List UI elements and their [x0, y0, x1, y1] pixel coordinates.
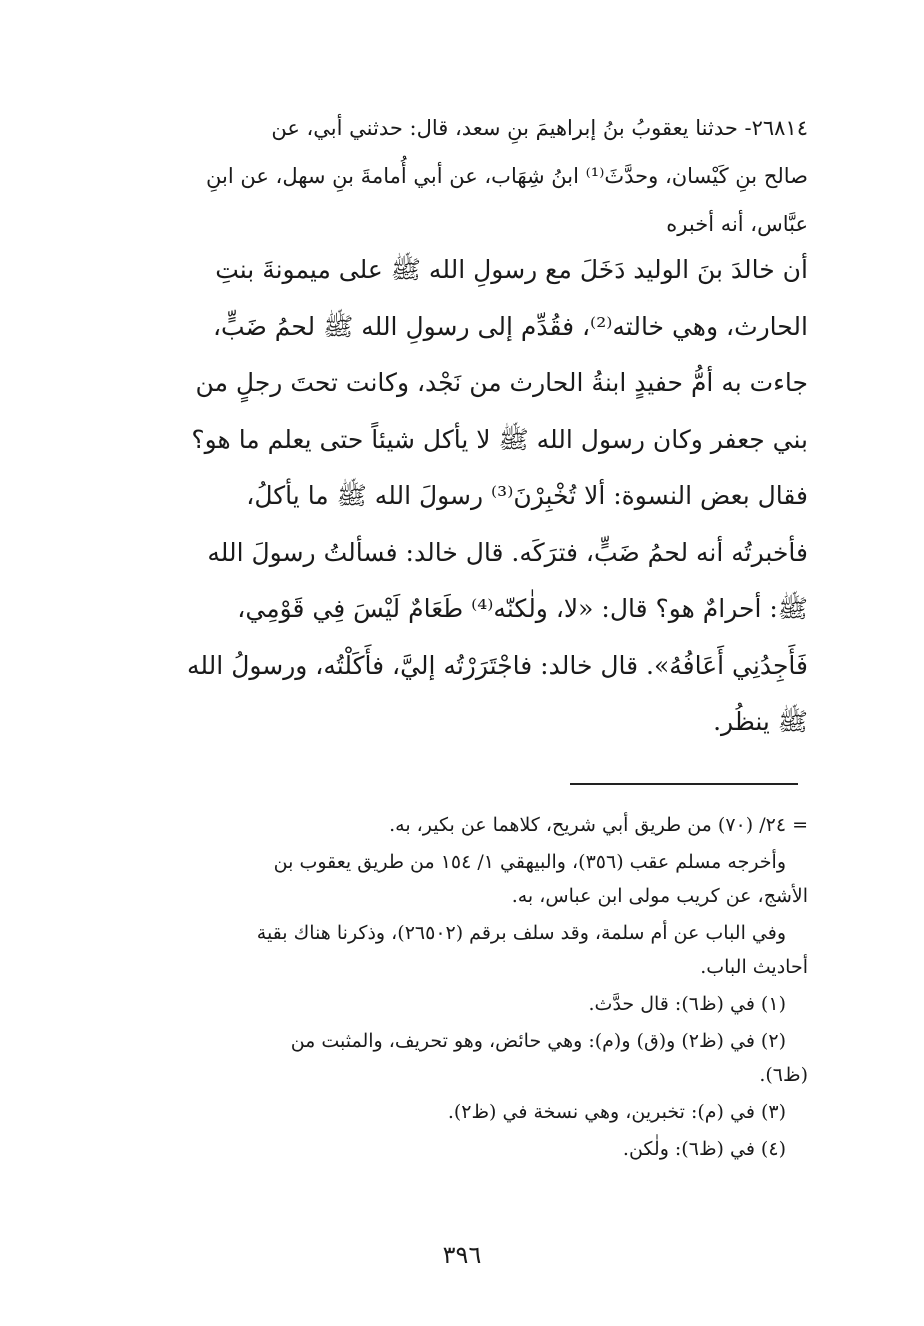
isnad-line: عبَّاس، أنه أخبره: [666, 212, 808, 236]
footnote-line: (ظ٦).: [759, 1064, 808, 1086]
matn-line: جاءت به أمُّ حفيدٍ ابنةُ الحارث من نَجْد، وكانت تحتَ رجلٍ من: [195, 368, 808, 397]
matn-line: أن خالدَ بنَ الوليد دَخَلَ مع رسولِ الله ﷺ على ميمونةَ بنتِ: [215, 255, 808, 284]
footnote-line: (٢) في (ظ٢) و(ق) و(م): وهي حائض، وهو تحريف، والمثبت من: [290, 1030, 786, 1052]
page-number: ٣٩٦: [442, 1241, 482, 1269]
isnad-line: صالح بنِ كَيْسان، وحدَّثَ⁽¹⁾ ابنُ شِهَاب، عن أبي أُمامةَ بنِ سهل، عن ابنِ: [206, 164, 808, 188]
footnote-line: أحاديث الباب.: [700, 956, 808, 978]
footnote-line: الأشج، عن كريب مولى ابن عباس، به.: [511, 885, 808, 907]
footnote-line: (١) في (ظ٦): قال حدَّث.: [588, 993, 786, 1015]
matn-line: بني جعفر وكان رسول الله ﷺ لا يأكل شيئاً حتى يعلم ما هو؟: [191, 424, 808, 454]
footnote-line: = ٢٤/ (٧٠) من طريق أبي شريح، كلاهما عن بكير، به.: [389, 814, 808, 836]
footnote-line: وأخرجه مسلم عقب (٣٥٦)، والبيهقي ١/ ١٥٤ من طريق يعقوب بن: [273, 851, 786, 873]
matn-line: ﷺ ينظُر.: [713, 707, 808, 736]
matn-line: الحارث، وهي خالته⁽²⁾، فقُدِّم إلى رسولِ الله ﷺ لحمُ ضَبٍّ،: [212, 311, 808, 341]
isnad-line: ٢٦٨١٤- حدثنا يعقوبُ بنُ إبراهيمَ بنِ سعد، قال: حدثني أبي، عن: [271, 116, 808, 140]
matn-line: فَأَجِدُنِي أَعَافُهُ». قال خالد: فاجْتَرَرْتُه إليَّ، فأَكَلْتُه، ورسولُ الله: [187, 650, 808, 680]
hadith-matn: [100, 242, 808, 751]
footnote-line: (٤) في (ظ٦): ولٰكن.: [622, 1138, 786, 1160]
footnote-line: وفي الباب عن أم سلمة، وقد سلف برقم (٢٦٥٠٢)، وذكرنا هناك بقية: [256, 922, 786, 944]
hadith-isnad: [100, 104, 808, 248]
footnote-separator: [570, 783, 798, 785]
matn-line: فأخبرتُه أنه لحمُ ضَبٍّ، فترَكَه. قال خالد: فسألتُ رسولَ الله: [207, 537, 808, 567]
matn-line: فقال بعض النسوة: ألا تُخْبِرْنَ⁽³⁾ رسولَ الله ﷺ ما يأكلُ،: [246, 481, 808, 510]
footnote-line: (٣) في (م): تخبرين، وهي نسخة في (ظ٢).: [447, 1101, 786, 1123]
matn-line: ﷺ: أحرامٌ هو؟ قال: «لا، ولٰكنّه⁽⁴⁾ طَعَامٌ لَيْسَ فِي قَوْمِي،: [237, 594, 808, 623]
footnotes: [100, 808, 808, 1166]
